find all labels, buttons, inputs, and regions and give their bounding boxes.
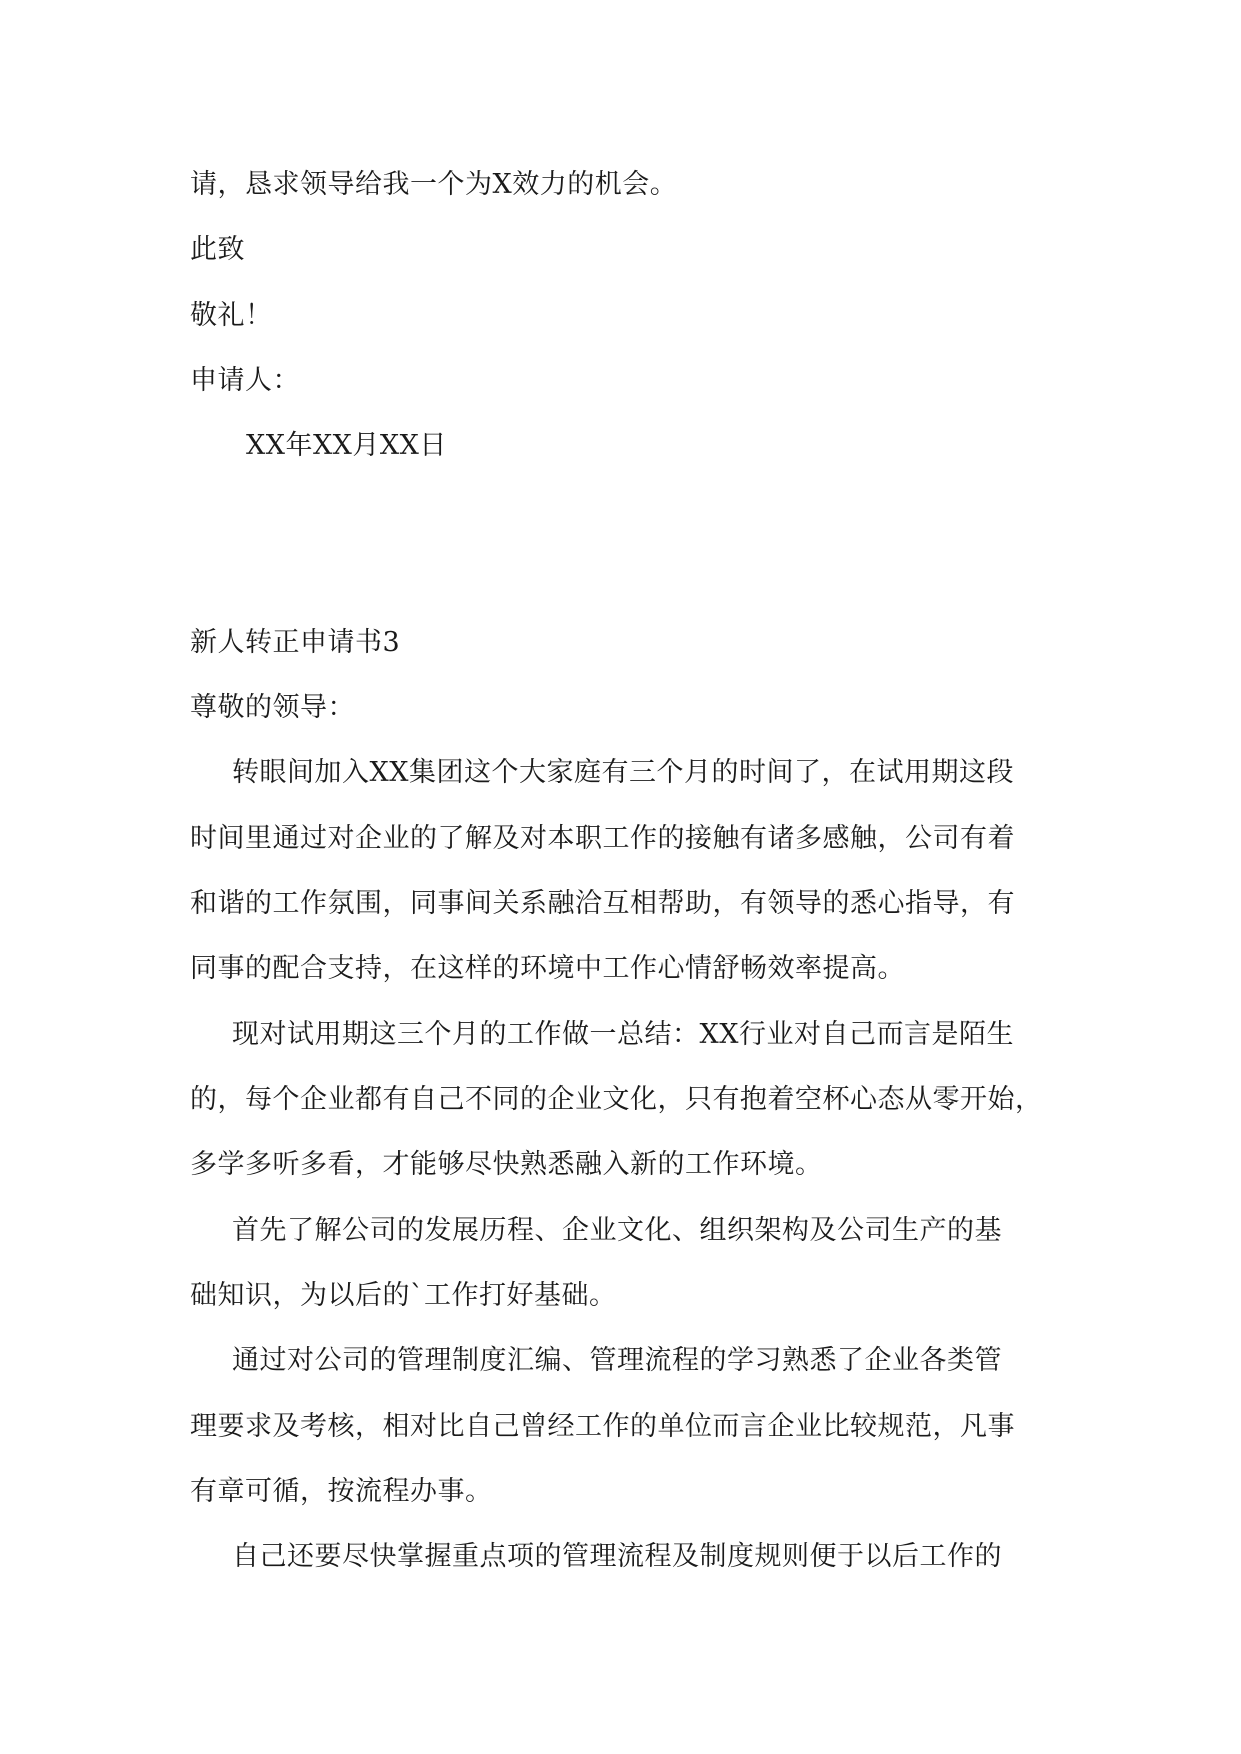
paragraph-5-line-1: 自己还要尽快掌握重点项的管理流程及制度规则便于以后工作的: [232, 1541, 1002, 1572]
paragraph-3-line-1: 首先了解公司的发展历程、企业文化、组织架构及公司生产的基: [232, 1215, 1002, 1246]
applicant-label: 申请人：: [190, 365, 300, 396]
paragraph-2-line-1: 现对试用期这三个月的工作做一总结：XX行业对自己而言是陌生: [232, 1019, 1014, 1050]
paragraph-1-line-2: 时间里通过对企业的了解及对本职工作的接触有诸多感触，公司有着: [190, 823, 1015, 854]
salutation-line-2: 敬礼！: [190, 300, 273, 331]
paragraph-2-line-3: 多学多听多看，才能够尽快熟悉融入新的工作环境。: [190, 1149, 823, 1180]
paragraph-4-line-3: 有章可循，按流程办事。: [190, 1476, 493, 1507]
paragraph-4-line-2: 理要求及考核，相对比自己曾经工作的单位而言企业比较规范，凡事: [190, 1411, 1015, 1442]
salutation-line-1: 此致: [190, 234, 245, 265]
closing-line: 请，恳求领导给我一个为X效力的机会。: [190, 169, 678, 200]
paragraph-1-line-4: 同事的配合支持，在这样的环境中工作心情舒畅效率提高。: [190, 953, 905, 984]
paragraph-1-line-3: 和谐的工作氛围，同事间关系融洽互相帮助，有领导的悉心指导，有: [190, 888, 1015, 919]
letter-date: XX年XX月XX日: [246, 430, 447, 461]
letter-title: 新人转正申请书3: [190, 627, 401, 658]
paragraph-3-line-2: 础知识，为以后的`工作打好基础。: [190, 1280, 617, 1311]
letter-greeting: 尊敬的领导：: [190, 692, 355, 723]
paragraph-2-line-2: 的，每个企业都有自己不同的企业文化，只有抱着空杯心态从零开始，: [190, 1084, 1043, 1115]
paragraph-1-line-1: 转眼间加入XX集团这个大家庭有三个月的时间了，在试用期这段: [232, 757, 1014, 788]
paragraph-4-line-1: 通过对公司的管理制度汇编、管理流程的学习熟悉了企业各类管: [232, 1345, 1002, 1376]
